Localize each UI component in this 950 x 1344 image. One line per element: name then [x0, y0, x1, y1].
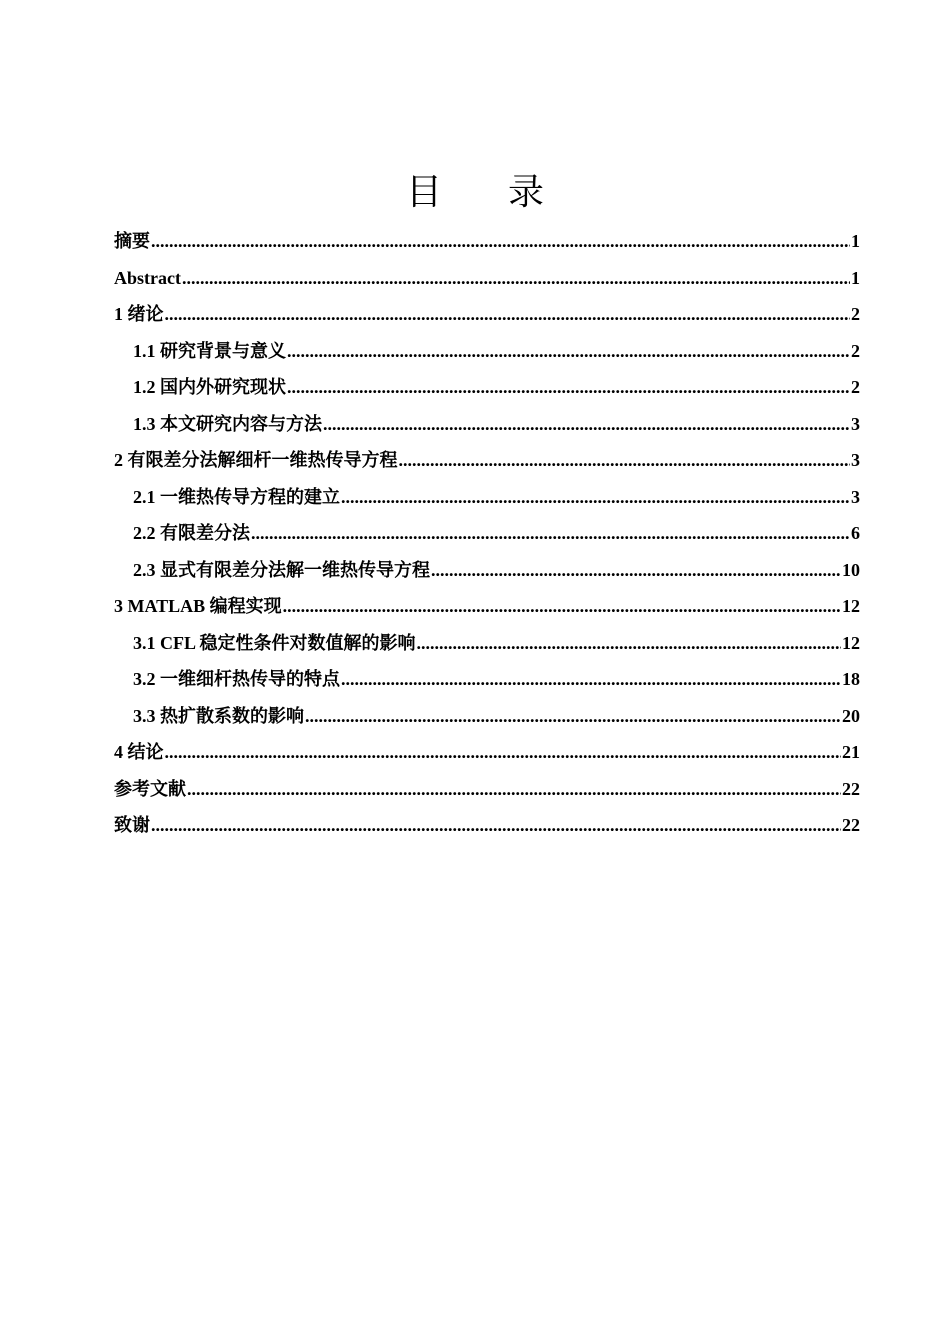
toc-entry[interactable]: [114, 552, 860, 589]
toc-page-number: 12: [842, 632, 860, 653]
toc-entry-text: 摘要: [114, 231, 150, 251]
dot-leader: [287, 333, 850, 370]
toc-entry-text: 2 有限差分法解细杆一维热传导方程: [114, 450, 398, 470]
dot-leader: [399, 442, 851, 479]
toc-entry-text: 3.3 热扩散系数的影响: [133, 705, 304, 726]
dot-leader: [341, 661, 841, 698]
toc-page-number: 1: [851, 267, 860, 288]
toc-entry[interactable]: [114, 223, 860, 260]
toc-entry[interactable]: [114, 625, 860, 662]
toc-entry[interactable]: [114, 661, 860, 698]
toc-entry-text: Abstract: [114, 267, 181, 288]
toc-page-number: 22: [842, 778, 860, 799]
dot-leader: [341, 479, 850, 516]
toc-entry-text: 1.3 本文研究内容与方法: [133, 413, 322, 434]
dot-leader: [283, 588, 841, 625]
toc-entry[interactable]: [114, 588, 860, 625]
dot-leader: [165, 296, 851, 333]
toc-entry[interactable]: [114, 807, 860, 844]
toc-entry-text: 2.3 显式有限差分法解一维热传导方程: [133, 559, 430, 580]
dot-leader: [305, 698, 841, 735]
toc-entry[interactable]: [114, 260, 860, 297]
dot-leader: [287, 369, 850, 406]
toc-page-number: 3: [851, 450, 860, 470]
dot-leader: [251, 515, 850, 552]
toc-page-number: 12: [842, 596, 860, 616]
toc-entry[interactable]: [114, 479, 860, 516]
toc-page-number: 22: [842, 815, 860, 835]
toc-page-number: 1: [851, 231, 860, 251]
toc-entry[interactable]: [114, 442, 860, 479]
toc-entry[interactable]: [114, 698, 860, 735]
toc-entry-text: 4 结论: [114, 742, 164, 762]
dot-leader: [151, 223, 850, 260]
page-title: [0, 164, 950, 215]
toc-entry-text: 致谢: [114, 815, 150, 835]
toc-page-number: 6: [851, 523, 860, 543]
toc-page-number: 18: [842, 669, 860, 689]
toc-entry-text: 2.1 一维热传导方程的建立: [133, 486, 340, 507]
toc-entry[interactable]: [114, 333, 860, 370]
toc-entry[interactable]: [114, 771, 860, 808]
toc-page-number: 2: [851, 377, 860, 397]
toc-entry-text: 1.1 研究背景与意义: [133, 340, 286, 361]
toc-page-number: 2: [851, 340, 860, 361]
toc-entry-text: 1 绪论: [114, 304, 164, 324]
toc-page-number: 3: [851, 486, 860, 507]
dot-leader: [431, 552, 841, 589]
dot-leader: [187, 771, 841, 808]
toc-entry-text: 3 MATLAB 编程实现: [114, 596, 282, 616]
toc-page-number: 21: [842, 742, 860, 762]
toc-entry-text: 参考文献: [114, 778, 186, 799]
dot-leader: [151, 807, 841, 844]
toc-page-number: 10: [842, 559, 860, 580]
toc-page-number: 3: [851, 413, 860, 434]
toc-entry-text: 3.1 CFL 稳定性条件对数值解的影响: [133, 632, 416, 653]
toc-entry[interactable]: [114, 369, 860, 406]
toc-entry[interactable]: [114, 515, 860, 552]
toc-page-number: 2: [851, 304, 860, 324]
table-of-contents: [114, 223, 860, 844]
dot-leader: [323, 406, 850, 443]
toc-entry-text: 3.2 一维细杆热传导的特点: [133, 669, 340, 689]
toc-page-number: 20: [842, 705, 860, 726]
dot-leader: [165, 734, 842, 771]
toc-entry[interactable]: [114, 406, 860, 443]
toc-entry[interactable]: [114, 734, 860, 771]
toc-entry[interactable]: [114, 296, 860, 333]
toc-entry-text: 2.2 有限差分法: [133, 523, 250, 543]
title-char-1: 目: [405, 172, 442, 213]
title-char-2: 录: [508, 172, 545, 213]
toc-entry-text: 1.2 国内外研究现状: [133, 377, 286, 397]
dot-leader: [417, 625, 841, 662]
dot-leader: [182, 260, 850, 297]
